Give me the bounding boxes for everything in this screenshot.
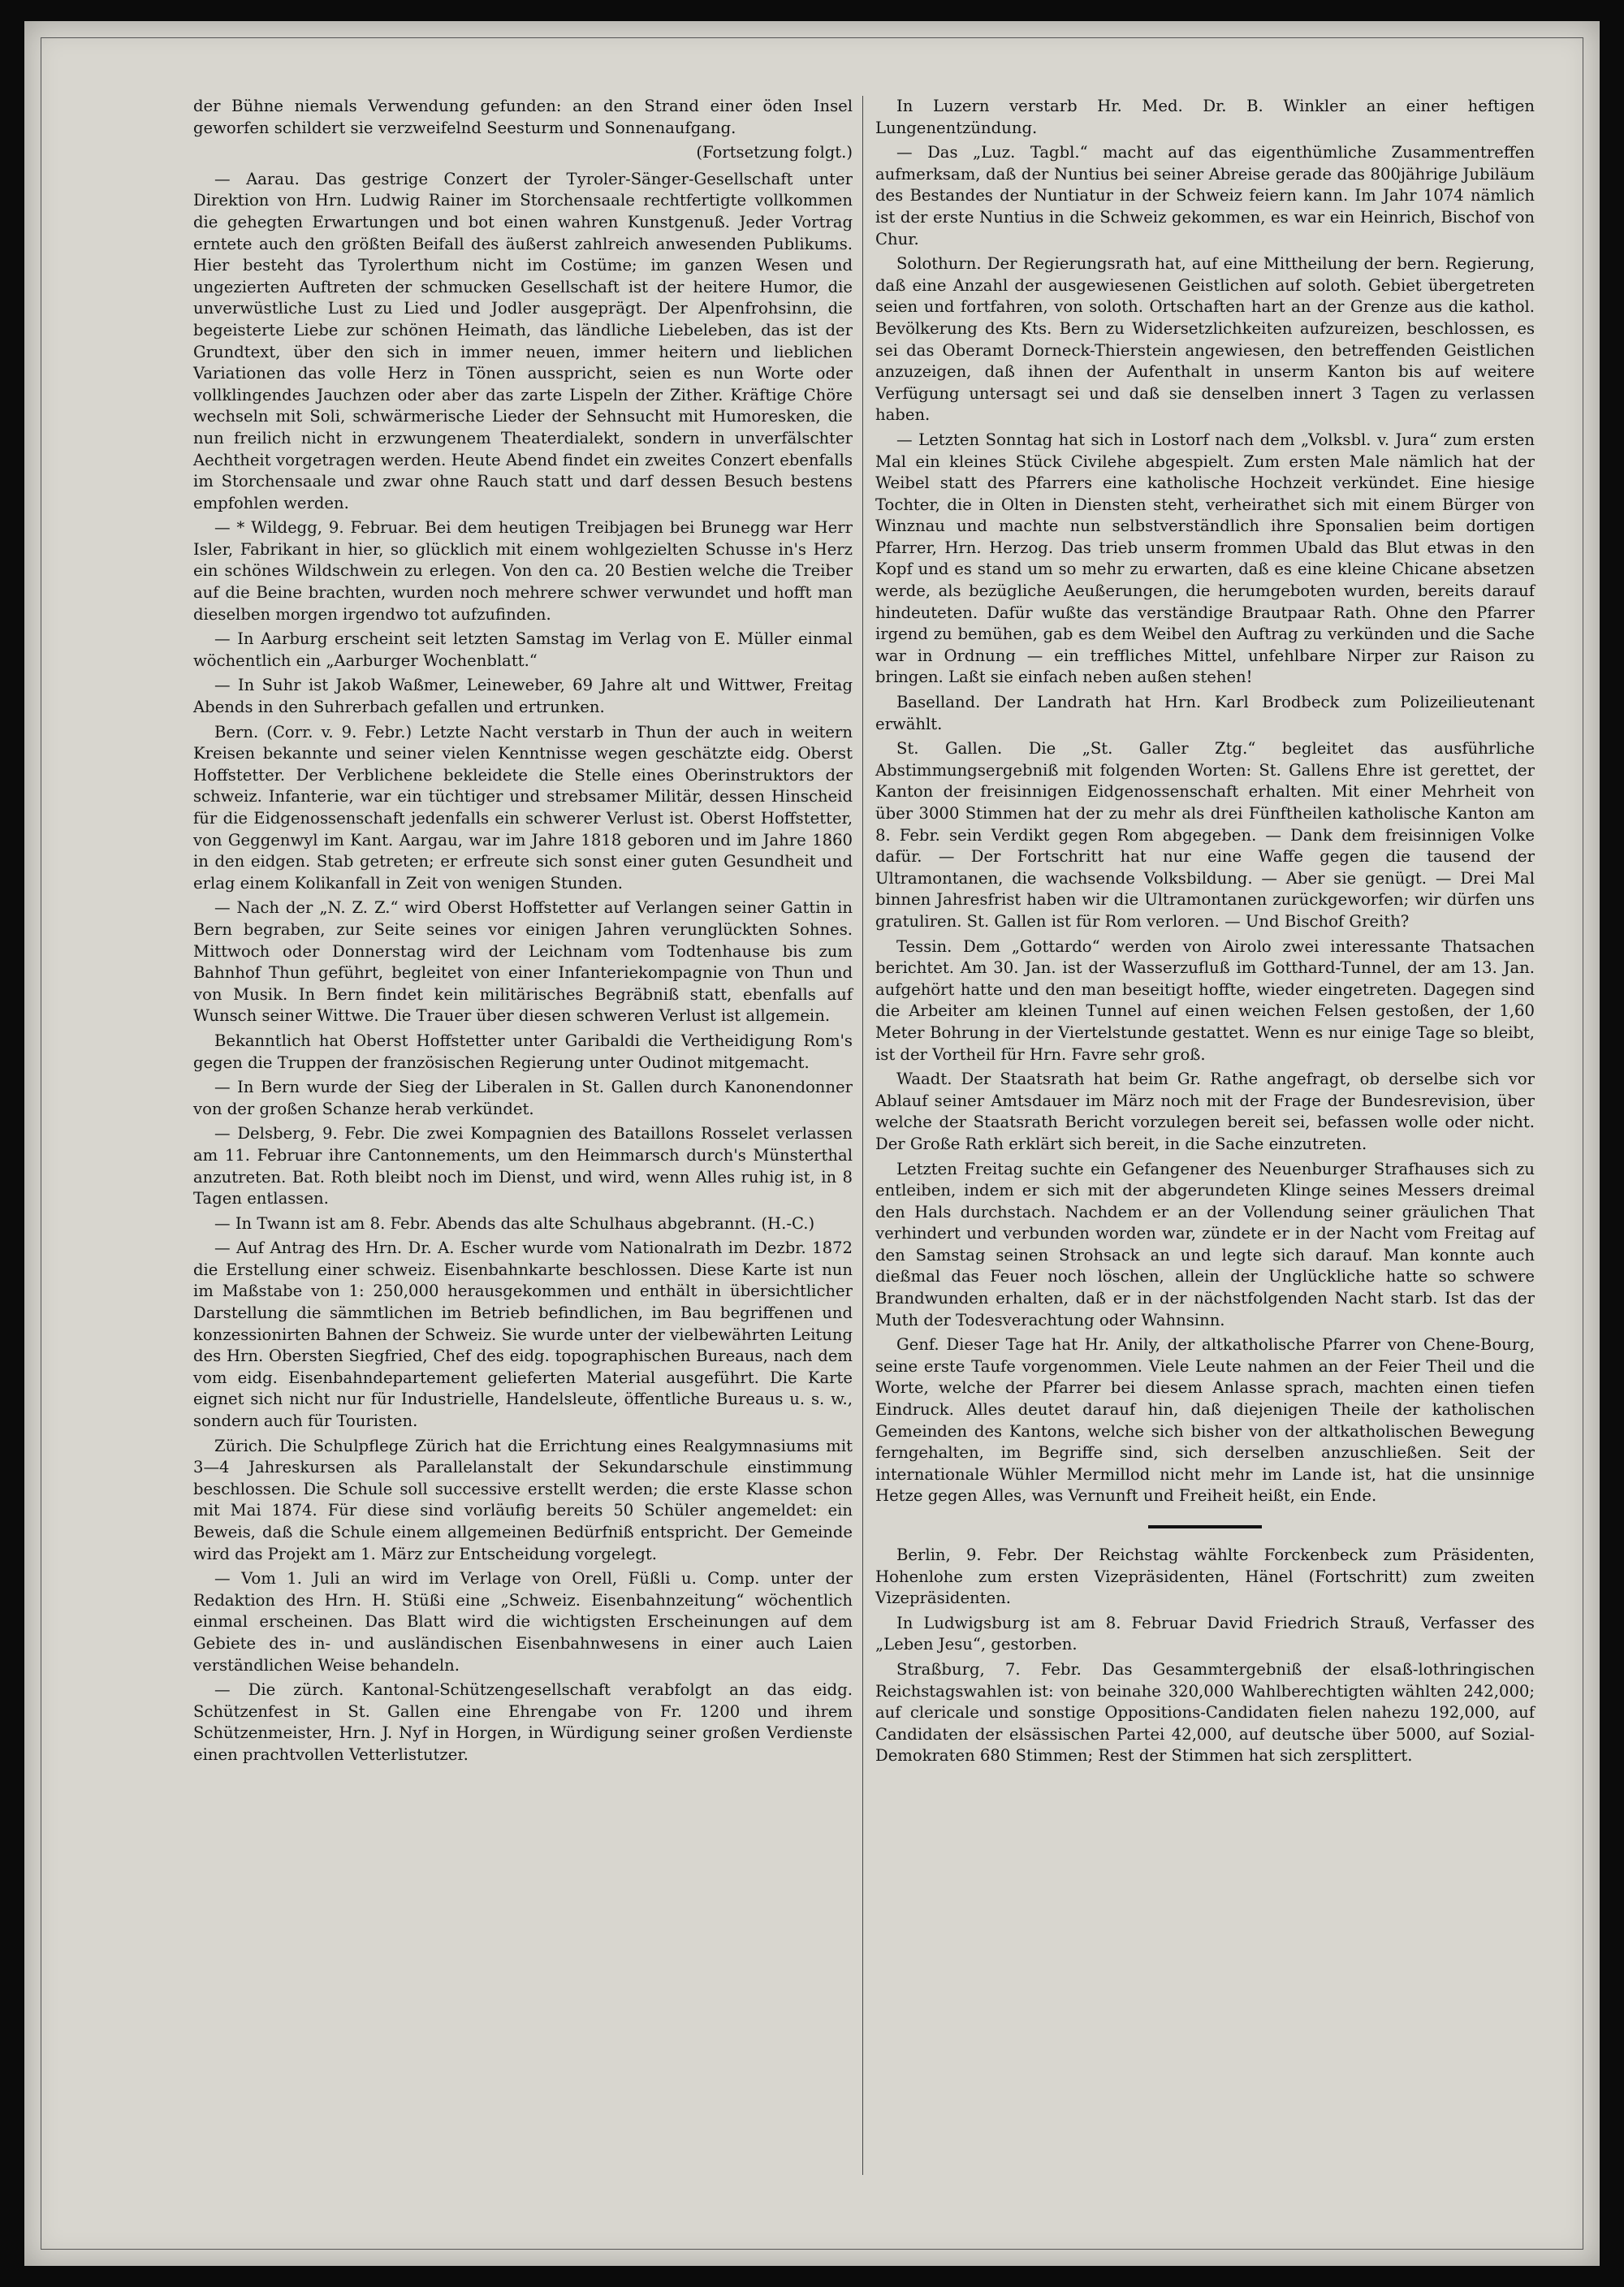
article-bern-burial: — Nach der „N. Z. Z.“ wird Oberst Hoffstetter auf Verlangen seiner Gattin in Bern begraben, zur Seite seines vor einigen Jahren verunglückten Sohnes. Mittwoch oder Donnerstag wird der Leichnam vom Todtenhause bis zum Bahnhof Thun geführt, begleitet von einer Infanteriekompagnie von Thun und von Musik. In Bern findet kein militärisches Begräbniß statt, ebenfalls auf Wunsch seiner Wittwe. Die Trauer über diesen schweren Verlust ist allgemein. xyxy=(193,898,853,1026)
article-neuenburg: Letzten Freitag suchte ein Gefangener des Neuenburger Strafhauses sich zu entleiben, indem er sich mit der abgerundeten Klinge seines Messers dreimal den Hals durchstach. Nachdem er an der Vollendung seiner gräulichen That verhindert und verbunden worden war, zündete er in der Nacht vom Freitag auf den Samstag seinen Strohsack an und legte sich darauf. Man konnte auch dießmal das Feuer noch löschen, allein der Unglückliche hatte so schwere Brandwunden erhalten, daß er in der nächstfolgenden Nacht starb. Ist das der Muth der Todesverachtung oder Wahnsinn. xyxy=(875,1159,1535,1329)
article-continuation: der Bühne niemals Verwendung gefunden: an den Strand einer öden Insel geworfen schildert sie verzweifelnd Seesturm und Sonnenaufgang. xyxy=(193,97,853,137)
right-column xyxy=(875,96,1535,1770)
article-twann: — In Twann ist am 8. Febr. Abends das alte Schulhaus abgebrannt. (H.-C.) xyxy=(214,1213,815,1233)
article-strassburg: Straßburg, 7. Febr. Das Gesammtergebniß der elsaß-lothringischen Reichstagswahlen ist: von beinahe 320,000 Wahlberechtigten wählten 242,000; auf clericale und sonstige Oppositions-Candidaten fielen nahezu 192,000, auf Candidaten der elsässischen Partei 42,000, auf deutsche über 5000, auf Sozial-Demokraten 680 Stimmen; Rest der Stimmen hat sich zersplittert. xyxy=(875,1659,1535,1766)
newspaper-page xyxy=(24,21,1600,2266)
article-ludwigsburg: In Ludwigsburg ist am 8. Februar David Friedrich Strauß, Verfasser des „Leben Jesu“, gestorben. xyxy=(875,1613,1535,1654)
continuation-note: (Fortsetzung folgt.) xyxy=(696,143,853,162)
column-rule xyxy=(862,96,863,2175)
article-luzern: In Luzern verstarb Hr. Med. Dr. B. Winkler an einer heftigen Lungenentzündung. xyxy=(875,97,1535,137)
article-tessin: Tessin. Dem „Gottardo“ werden von Airolo zwei interessante Thatsachen berichtet. Am 30. Jan. ist der Wasserzufluß im Gotthard-Tunnel, der am 13. Jan. aufgehört hatte und den man beseitigt hoffte, wieder eingetreten. Dagegen sind die Arbeiter am kleinen Tunnel auf einen weichen Felsen gestoßen, der 1,60 Meter Bohrung in der Viertelstunde gestattet. Wenn es nur einige Tage so bleibt, ist der Vortheil für Hrn. Favre sehr groß. xyxy=(875,936,1535,1064)
article-bern-cannon: — In Bern wurde der Sieg der Liberalen in St. Gallen durch Kanonendonner von der großen Schanze herab verkündet. xyxy=(193,1078,853,1118)
article-bern: Bern. (Corr. v. 9. Febr.) Letzte Nacht verstarb in Thun der auch in weitern Kreisen bekannte und seiner vielen Kenntnisse wegen geschätzte eidg. Oberst Hoffstetter. Der Verblichene bekleidete die Stelle eines Oberinstruktors der schweiz. Infanterie, war ein tüchtiger und strebsamer Militär, dessen Hinscheid für die Eidgenossenschaft jedenfalls ein schwerer Verlust ist. Oberst Hoffstetter, von Geggenwyl im Kant. Aargau, war im Jahre 1818 geboren und im Jahre 1860 in den eidgen. Stab getreten; er erfreute sich sonst einer guten Gesundheit und erlag einem Kolikanfall in Zeit von wenigen Stunden. xyxy=(193,722,853,893)
article-railway-map: — Auf Antrag des Hrn. Dr. A. Escher wurde vom Nationalrath im Dezbr. 1872 die Erstellung einer schweiz. Eisenbahnkarte beschlossen. Diese Karte ist nun im Maßstabe von 1: 250,000 herausgekommen und enthält in übersichtlicher Darstellung die sämmtlichen im Betrieb befindlichen, im Bau begriffenen und konzessionirten Bahnen der Schweiz. Sie wurde unter der vielbewährten Leitung des Hrn. Obersten Siegfried, Chef des eidg. topographischen Bureaus, nach dem vom eidg. Eisenbahndepartement gelieferten Material ausgeführt. Die Karte eignet sich nicht nur für Industrielle, Handelsleute, öffentliche Bureaus u. s. w., sondern auch für Touristen. xyxy=(193,1239,853,1431)
article-aarburg: — In Aarburg erscheint seit letzten Samstag im Verlag von E. Müller einmal wöchentlich ein „Aarburger Wochenblatt.“ xyxy=(193,629,853,670)
article-st-gallen: St. Gallen. Die „St. Galler Ztg.“ begleitet das ausführliche Abstimmungsergebniß mit folgenden Worten: St. Gallens Ehre ist gerettet, der Kanton der freisinnigen Eidgenossenschaft erhalten. Mit einer Mehrheit von über 3000 Stimmen hat der zu mehr als drei Fünftheilen katholische Kanton am 8. Febr. sein Verdikt gegen Rom abgegeben. — Dank dem freisinnigen Volke dafür. — Der Fortschritt hat nur eine Waffe gegen die tausend der Ultramontanen, die wachsende Volksbildung. — Aber sie genügt. — Drei Mal binnen Jahresfrist haben wir die Ultramontanen zurückgeworfen; wir dürfen uns gratuliren. St. Gallen ist für Rom verloren. — Und Bischof Greith? xyxy=(875,739,1535,931)
article-waadt: Waadt. Der Staatsrath hat beim Gr. Rathe angefragt, ob derselbe sich vor Ablauf seiner Amtsdauer im März noch mit der Frage der Bundesrevision, über welche der Staatsrath Bericht vorzulegen bereit sei, befassen wolle oder nicht. Der Große Rath erklärt sich bereit, in die Sache einzutreten. xyxy=(875,1070,1535,1153)
article-solothurn: Solothurn. Der Regierungsrath hat, auf eine Mittheilung der bern. Regierung, daß eine Anzahl der ausgewiesenen Geistlichen auf soloth. Gebiet übergetreten seien und fortfahren, von soloth. Ortschaften hart an der Grenze aus die kathol. Bevölkerung des Kts. Bern zu Widersetzlichkeiten aufzureizen, beschlossen, es sei das Oberamt Dorneck-Thierstein angewiesen, den betreffenden Geistlichen anzuzeigen, daß ihnen der Aufenthalt in unserm Kanton bis auf weitere Verfügung untersagt sei und daß sie denselben innert 3 Tagen zu verlassen haben. xyxy=(875,254,1535,425)
left-column xyxy=(193,96,853,1770)
article-shooting-society: — Die zürch. Kantonal-Schützengesellschaft verabfolgt an das eidg. Schützenfest in St. Gallen eine Ehrengabe von Fr. 1200 und ihrem Schützenmeister, Hrn. J. Nyf in Horgen, in Würdigung seiner großen Verdienste einen prachtvollen Vetterlistutzer. xyxy=(193,1680,853,1764)
article-aarau: — Aarau. Das gestrige Conzert der Tyroler-Sänger-Gesellschaft unter Direktion von Hrn. Ludwig Rainer im Storchensaale rechtfertigte vollkommen die gehegten Erwartungen und bot einen wahren Kunstgenuß. Jeder Vortrag erntete auch den größten Beifall des äußerst zahlreich anwesenden Publikums. Hier besteht das Tyrolerthum nicht im Costüme; im ganzen Wesen und ungezierten Auftreten der schmucken Gesellschaft ist der heitere Humor, die unverwüstliche Lust zu Lied und Jodler ausgeprägt. Der Alpenfrohsinn, die begeisterte Liebe zur schönen Heimath, das ländliche Liebeleben, das ist der Grundtext, über den sich in immer neuen, immer heitern und lieblichen Variationen das volle Herz in Tönen ausspricht, seien es nun Worte oder vollklingendes Jauchzen oder aber das zarte Lispeln der Zither. Kräftige Chöre wechseln mit Soli, schwärmerische Lieder der Sehnsucht mit Humoresken, die nun freilich nicht in erzwungenem Theaterdialekt, sondern in unverfälschter Aechtheit vorgetragen werden. Heute Abend findet ein zweites Conzert ebenfalls im Storchensaale und zwar ohne Rauch statt und darf dessen Besuch bestens empfohlen werden. xyxy=(193,169,853,512)
section-divider xyxy=(1148,1525,1262,1528)
article-baselland: Baselland. Der Landrath hat Hrn. Karl Brodbeck zum Polizeilieutenant erwählt. xyxy=(875,693,1535,733)
article-wildegg: — * Wildegg, 9. Februar. Bei dem heutigen Treibjagen bei Brunegg war Herr Isler, Fabrikant in hier, so glücklich mit einem wohlgezielten Schusse in's Herz ein schönes Wildschwein zu erlegen. Von den ca. 20 Bestien welche die Treiber auf die Beine brachten, wurden noch mehrere schwer verwundet und hofft man dieselben morgen irgendwo tot aufzufinden. xyxy=(193,518,853,624)
article-railway-newspaper: — Vom 1. Juli an wird im Verlage von Orell, Füßli u. Comp. unter der Redaktion des Hrn. H. Stüßi eine „Schweiz. Eisenbahnzeitung“ wöchentlich einmal erscheinen. Das Blatt wird die wichtigsten Erscheinungen auf dem Gebiete des in- und ausländischen Eisenbahnwesens in einer auch Laien verständlichen Weise behandeln. xyxy=(193,1569,853,1675)
article-berlin: Berlin, 9. Febr. Der Reichstag wählte Forckenbeck zum Präsidenten, Hohenlohe zum ersten Vizepräsidenten, Hänel (Fortschritt) zum zweiten Vizepräsidenten. xyxy=(875,1546,1535,1608)
article-bern-garibaldi: Bekanntlich hat Oberst Hoffstetter unter Garibaldi die Vertheidigung Rom's gegen die Truppen der französischen Regierung unter Oudinot mitgemacht. xyxy=(193,1031,853,1072)
article-zurich-school: Zürich. Die Schulpflege Zürich hat die Errichtung eines Realgymnasiums mit 3—4 Jahreskursen als Parallelanstalt der Sekundarschule einstimmung beschlossen. Die Schule soll successive erstellt werden; die erste Klasse schon mit Mai 1874. Für diese sind vorläufig bereits 50 Schüler angemeldet: ein Beweis, daß die Schule einem allgemeinen Bedürfniß entspricht. Der Gemeinde wird das Projekt am 1. März zur Entscheidung vorgelegt. xyxy=(193,1436,853,1563)
article-genf: Genf. Dieser Tage hat Hr. Anily, der altkatholische Pfarrer von Chene-Bourg, seine erste Taufe vorgenommen. Viele Leute nahmen an der Feier Theil und die Worte, welche der Pfarrer bei diesem Anlasse sprach, machten einen tiefen Eindruck. Alles deutet darauf hin, daß diejenigen Theile der katholischen Gemeinden des Kantons, welche sich bisher von der altkatholischen Bewegung ferngehalten, im Begriffe sind, sich derselben anzuschließen. Seit der internationale Wühler Mermillod nicht mehr im Lande ist, hat die unsinnige Hetze gegen Alles, was Vernunft und Freiheit heißt, ein Ende. xyxy=(875,1335,1535,1506)
article-lostorf: — Letzten Sonntag hat sich in Lostorf nach dem „Volksbl. v. Jura“ zum ersten Mal ein kleines Stück Civilehe abgespielt. Zum ersten Male nämlich hat der Weibel statt des Pfarrers eine katholische Hochzeit verkündet. Eine hiesige Tochter, die in Olten in Diensten steht, verheirathet sich mit einem Bürger von Winznau und machte nun selbstverständlich ihre Sponsalien beim dortigen Pfarrer, Hrn. Herzog. Das trieb unserm frommen Ubald das Blut etwas in den Kopf und es stand um so mehr zu erwarten, daß es eine kleine Chicane absetzen werde, als bezügliche Aeußerungen, die herumgeboten wurden, bereits darauf hindeuteten. Dafür wußte das verständige Brautpaar Rath. Ohne den Pfarrer irgend zu bemühen, gab es dem Weibel den Auftrag zu verkünden und die Sache war in Ordnung — ein treffliches Mittel, unfehlbare Nirper zur Raison zu bringen. Laßt sie einfach neben außen stehen! xyxy=(875,430,1535,687)
article-suhr: — In Suhr ist Jakob Waßmer, Leineweber, 69 Jahre alt und Wittwer, Freitag Abends in den Suhrerbach gefallen und ertrunken. xyxy=(193,676,853,717)
article-delsberg: — Delsberg, 9. Febr. Die zwei Kompagnien des Bataillons Rosselet verlassen am 11. Februar ihre Cantonnements, um den Heimmarsch durch's Münsterthal anzutreten. Bat. Roth bleibt noch im Dienst, und wird, wenn Alles ruhig ist, in 8 Tagen entlassen. xyxy=(193,1124,853,1208)
article-luzern-nuntius: — Das „Luz. Tagbl.“ macht auf das eigenthümliche Zusammentreffen aufmerksam, daß der Nuntius bei seiner Abreise gerade das 800jährige Jubiläum des Bestandes der Nuntiatur in der Schweiz feiern kann. Im Jahr 1074 nämlich ist der erste Nuntius in die Schweiz gekommen, es war ein Heinrich, Bischof von Chur. xyxy=(875,143,1535,249)
